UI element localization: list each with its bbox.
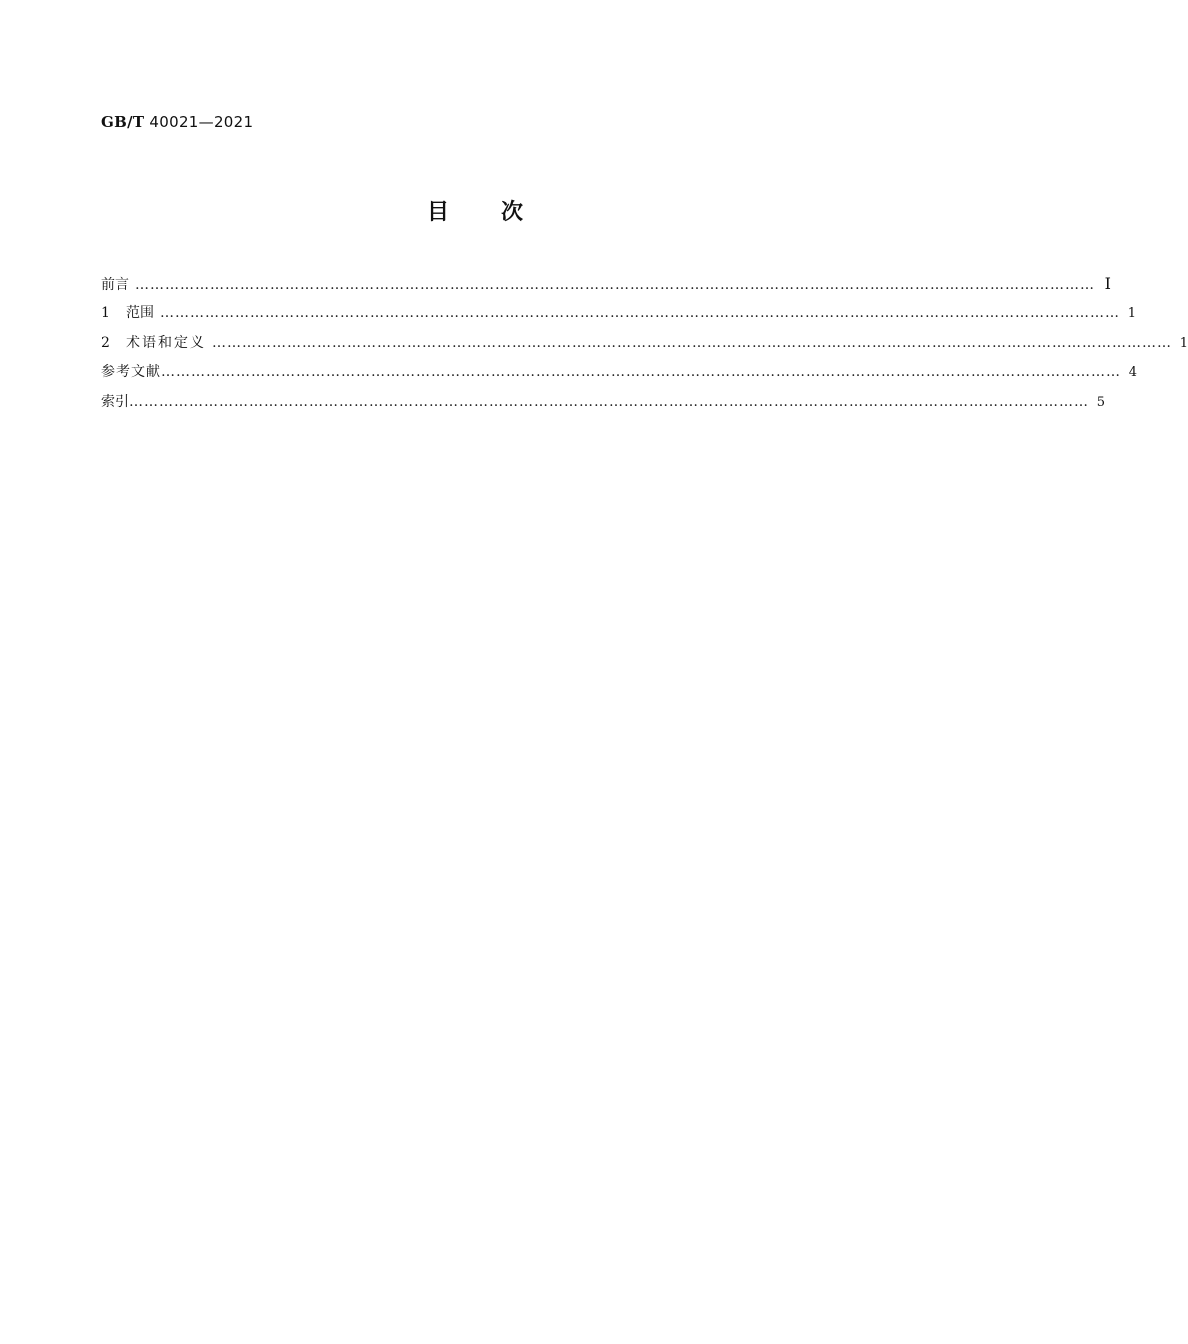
toc-entry-page: 1 bbox=[1179, 335, 1188, 351]
toc-entry-foreword[interactable] bbox=[101, 274, 1111, 303]
toc-leader-dots: ………………………………………………………………………………………………………………………………………………………………………… bbox=[212, 334, 1172, 351]
standard-number bbox=[101, 113, 253, 131]
toc-entry-terms-definitions[interactable] bbox=[101, 333, 1188, 362]
standard-prefix: GB/T bbox=[101, 113, 145, 131]
table-of-contents bbox=[101, 274, 1188, 421]
toc-entry-page: Ⅰ bbox=[1104, 274, 1111, 293]
toc-entry-index[interactable] bbox=[101, 392, 1105, 421]
toc-entry-scope[interactable] bbox=[101, 303, 1136, 332]
toc-leader-dots: ………………………………………………………………………………………………………………………………………………………………………… bbox=[161, 364, 1121, 381]
toc-leader-dots: ………………………………………………………………………………………………………………………………………………………………………… bbox=[160, 305, 1120, 322]
toc-entry-bibliography[interactable] bbox=[101, 362, 1137, 391]
toc-entry-label: 2 术语和定义 bbox=[101, 334, 206, 351]
page-title: 目次 bbox=[426, 200, 575, 225]
standard-code: 40021—2021 bbox=[149, 113, 254, 131]
toc-leader-dots: ………………………………………………………………………………………………………………………………………………………………………… bbox=[129, 393, 1089, 410]
toc-leader-dots: ………………………………………………………………………………………………………………………………………………………………………… bbox=[135, 277, 1095, 293]
toc-entry-page: 4 bbox=[1128, 365, 1137, 381]
toc-entry-number: 2 bbox=[101, 334, 110, 351]
toc-entry-label: 索引 bbox=[101, 393, 129, 410]
toc-entry-number: 1 bbox=[101, 305, 110, 322]
toc-entry-label: 参考文献 bbox=[101, 364, 161, 381]
toc-entry-label: 1 范围 bbox=[101, 305, 154, 322]
toc-entry-label: 前言 bbox=[101, 277, 129, 293]
toc-entry-page: 5 bbox=[1096, 394, 1105, 410]
toc-entry-page: 1 bbox=[1127, 306, 1136, 322]
